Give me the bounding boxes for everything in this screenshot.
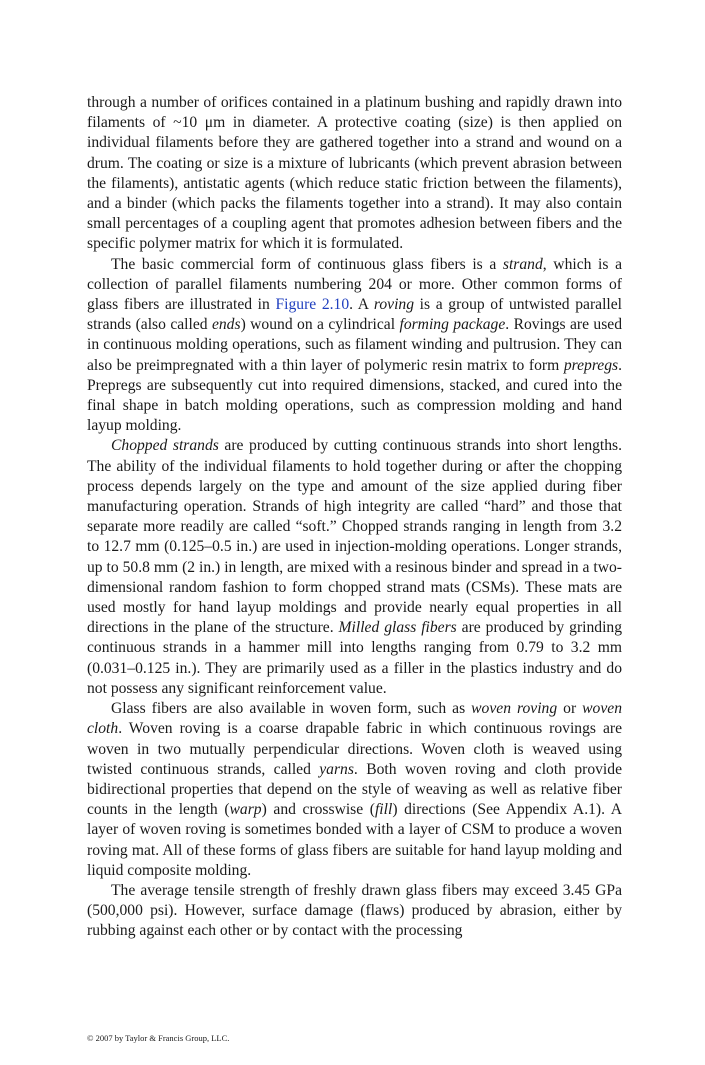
term-ends: ends [211, 316, 241, 334]
paragraph-text: through a number of orifices contained in a platinum bushing and rapidly drawn into filaments of ~10 μm in diameter. A protective coating (size) is then applied on individual filaments before they are gathered together into a strand and wound on a drum. The coating or size is a mixture of lubricants (which prevent abrasion between the filaments), antistatic agents (which reduce static friction between the filaments), and a binder (which packs the filaments together into a strand). It may also contain small percentages of a coupling agent that promotes adhesion between fibers and the specific polymer matrix for which it is formulated. [87, 94, 622, 253]
copyright-footer: © 2007 by Taylor & Francis Group, LLC. [87, 1033, 230, 1043]
text-run: ) wound on a cylindrical [240, 316, 400, 334]
term-chopped-strands: Chopped strands [111, 437, 219, 455]
term-woven-roving: woven roving [471, 700, 558, 718]
term-roving: roving [373, 296, 415, 314]
text-run: ) and crosswise ( [261, 801, 375, 819]
text-run: ) directions (See Appendix A.1). A layer of woven roving is sometimes bonded with a layer of CSM to produce a woven roving mat. All of these forms of glass fibers are suitable for hand layup molding and liquid composite molding. [87, 801, 622, 879]
term-woven-cloth: woven cloth [87, 700, 622, 738]
text-run: or [557, 700, 583, 718]
paragraph-tensile-strength [87, 881, 622, 942]
term-warp: warp [229, 801, 262, 819]
paragraph-glass-drawing [87, 93, 622, 255]
text-run: . Rovings are used in continuous molding operations, such as filament winding and pultrusion. They can also be preimpregnated with a thin layer of polymeric resin matrix to form [87, 316, 623, 374]
text-run: . Prepregs are subsequently cut into required dimensions, stacked, and cured into the final shape in batch molding operations, such as compression molding and hand layup molding. [87, 356, 622, 435]
text-run: . Both woven roving and cloth provide bidirectional properties that depend on the style of weaving as well as relative fiber counts in the length ( [87, 760, 622, 819]
paragraph-strand [87, 255, 622, 437]
page-body [87, 93, 622, 942]
term-prepregs: prepregs [563, 356, 619, 374]
text-run: , which is a collection of parallel filaments numbering 204 or more. Other common forms of glass fibers are illustrated in [87, 255, 622, 314]
paragraph-text: The average tensile strength of freshly drawn glass fibers may exceed 3.45 GPa (500,000 psi). However, surface damage (flaws) produced by abrasion, either by rubbing against each other or by contact with the processing [87, 881, 622, 940]
text-run: Glass fibers are also available in woven form, such as [111, 700, 472, 718]
term-yarns: yarns [319, 760, 354, 778]
term-milled-glass-fibers: Milled glass fibers [338, 619, 457, 637]
text-run: . A [349, 296, 374, 314]
term-forming-package: forming package [399, 316, 506, 334]
term-strand: strand [502, 255, 543, 273]
text-run: are produced by grinding continuous strands in a hammer mill into lengths ranging from 0.79 to 3.2 mm (0.031–0.125 in.). They are primarily used as a filler in the plastics industry and do not possess any significant reinforcement value. [87, 619, 622, 697]
text-run: The basic commercial form of continuous glass fibers is a [111, 255, 503, 273]
text-run: is a group of untwisted parallel strands (also called [87, 296, 622, 334]
paragraph-woven [87, 699, 622, 881]
text-run: . Woven roving is a coarse drapable fabric in which continuous rovings are woven in two mutually perpendicular directions. Woven cloth is weaved using twisted continuous strands, called [87, 720, 622, 778]
paragraph-chopped-strands [87, 436, 622, 699]
term-fill: fill [374, 801, 393, 819]
figure-link[interactable]: Figure 2.10 [275, 296, 350, 314]
text-run: are produced by cutting continuous strands into short lengths. The ability of the individual filaments to hold together during or after the chopping process depends largely on the type and amount of the size applied during fiber manufacturing operation. Strands of high integrity are called “hard” and those that separate more readily are called “soft.” Chopped strands ranging in length from 3.2 to 12.7 mm (0.125–0.5 in.) are used in injection-molding operations. Longer strands, up to 50.8 mm (2 in.) in length, are mixed with a resinous binder and spread in a two-dimensional random fashion to form chopped strand mats (CSMs). These mats are used mostly for hand layup moldings and provide nearly equal properties in all directions in the plane of the structure. [87, 437, 623, 637]
